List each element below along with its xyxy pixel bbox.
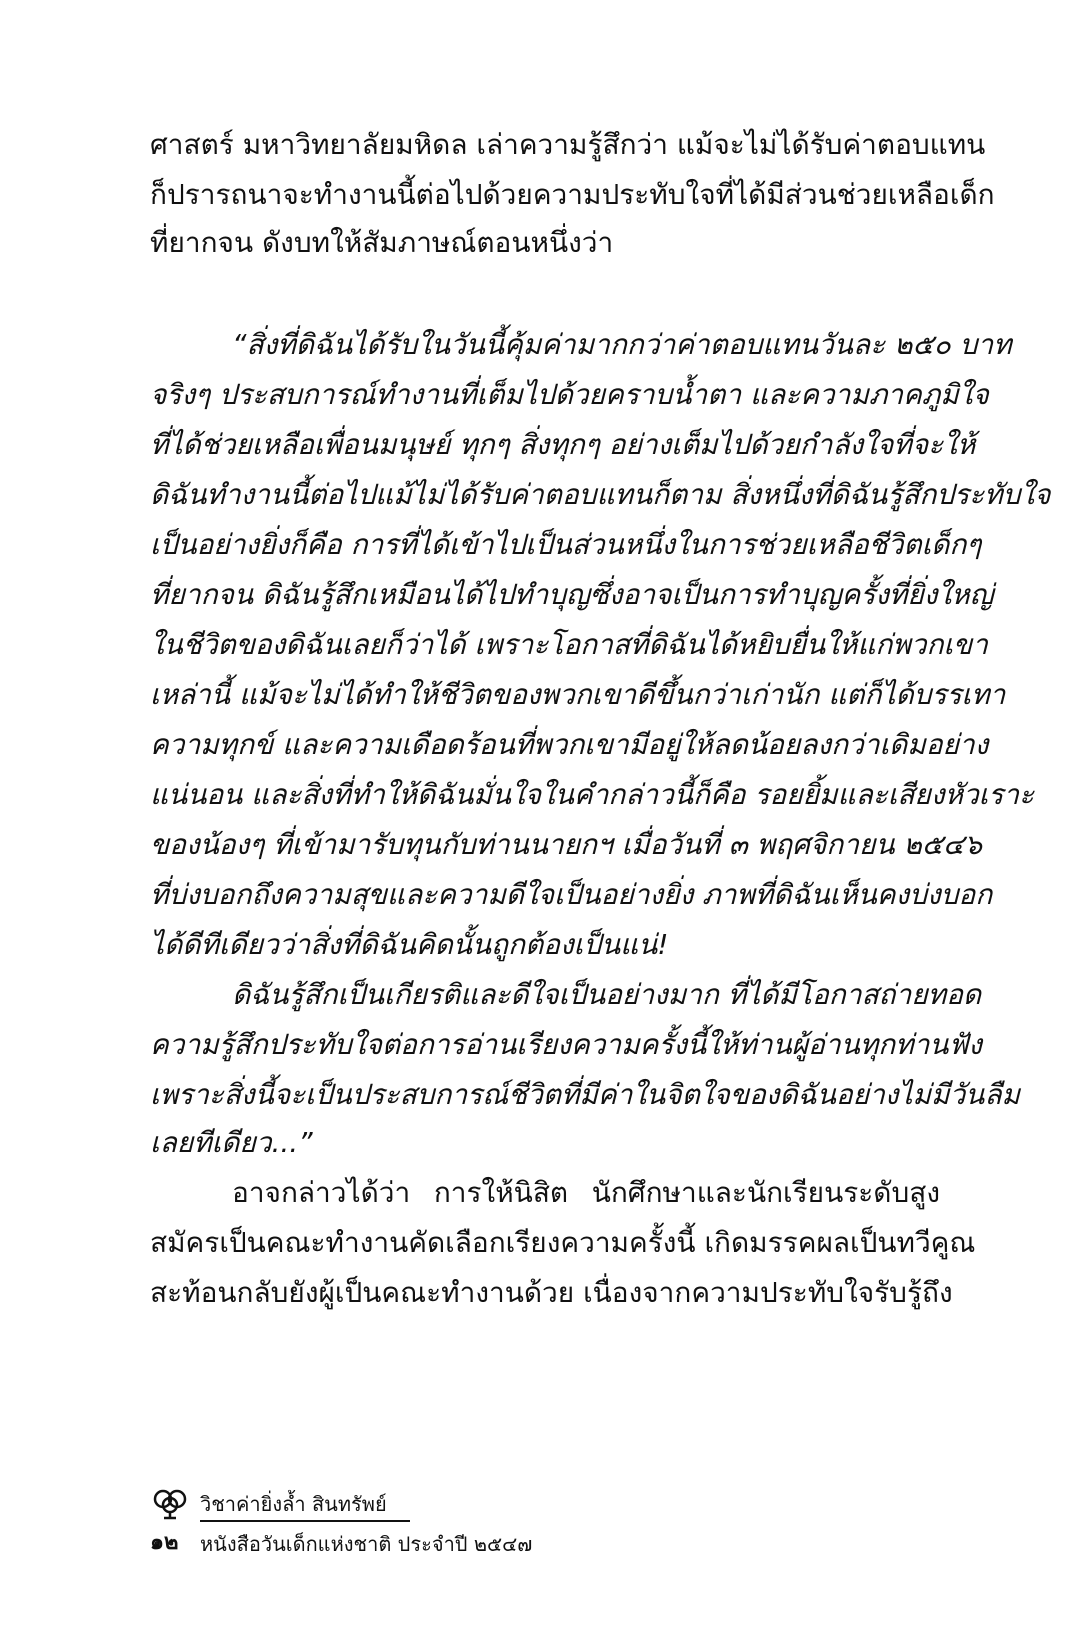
quote-line: ได้ดีทีเดียวว่าสิ่งที่ดิฉันคิดนั้นถูกต้องเป็นแน่! [150, 928, 669, 961]
quote-line: “สิ่งที่ดิฉันได้รับในวันนี้คุ้มค่ามากกว่าค่าตอบแทนวันละ ๒๕๐ บาท [232, 328, 1012, 361]
footer-book-title: วิชาค่ายิ่งล้ำ สินทรัพย์ [200, 1492, 387, 1516]
quote-line: เลยทีเดียว...” [150, 1126, 313, 1159]
quote-line: ที่ได้ช่วยเหลือเพื่อนมนุษย์ ทุกๆ สิ่งทุกๆ อย่างเต็มไปด้วยกำลังใจที่จะให้ [150, 428, 976, 461]
quote-line: แน่นอน และสิ่งที่ทำให้ดิฉันมั่นใจในคำกล่าวนี้ก็คือ รอยยิ้มและเสียงหัวเราะ [150, 778, 1035, 811]
page-number: ๑๒ [150, 1530, 179, 1555]
body-line: ศาสตร์ มหาวิทยาลัยมหิดล เล่าความรู้สึกว่า แม้จะไม่ได้รับค่าตอบแทน [150, 128, 986, 161]
body-line: ที่ยากจน ดังบทให้สัมภาษณ์ตอนหนึ่งว่า [150, 226, 614, 259]
quote-line: ดิฉันทำงานนี้ต่อไปแม้ไม่ได้รับค่าตอบแทนก็ตาม สิ่งหนึ่งที่ดิฉันรู้สึกประทับใจ [150, 478, 1051, 511]
quote-line: ในชีวิตของดิฉันเลยก็ว่าได้ เพราะโอกาสที่ดิฉันได้หยิบยื่นให้แก่พวกเขา [150, 628, 988, 661]
body-line: อาจกล่าวได้ว่า การให้นิสิต นักศึกษาและนักเรียนระดับสูง [232, 1176, 940, 1209]
body-line: สะท้อนกลับยังผู้เป็นคณะทำงานด้วย เนื่องจากความประทับใจรับรู้ถึง [150, 1276, 953, 1309]
body-line: ก็ปรารถนาจะทำงานนี้ต่อไปด้วยความประทับใจที่ได้มีส่วนช่วยเหลือเด็ก [150, 178, 995, 211]
quote-line: จริงๆ ประสบการณ์ทำงานที่เต็มไปด้วยคราบน้ำตา และความภาคภูมิใจ [150, 378, 989, 411]
quote-line: เพราะสิ่งนี้จะเป็นประสบการณ์ชีวิตที่มีค่าในจิตใจของดิฉันอย่างไม่มีวันลืม [150, 1078, 1020, 1111]
footer-publication: หนังสือวันเด็กแห่งชาติ ประจำปี ๒๕๔๗ [200, 1532, 533, 1556]
quote-line: ของน้องๆ ที่เข้ามารับทุนกับท่านนายกฯ เมื่อวันที่ ๓ พฤศจิกายน ๒๕๔๖ [150, 828, 983, 861]
flower-emblem-icon [150, 1488, 190, 1520]
quote-line: ความรู้สึกประทับใจต่อการอ่านเรียงความครั้งนี้ให้ท่านผู้อ่านทุกท่านฟัง [150, 1028, 982, 1061]
quote-line: เป็นอย่างยิ่งก็คือ การที่ได้เข้าไปเป็นส่วนหนึ่งในการช่วยเหลือชีวิตเด็กๆ [150, 528, 982, 561]
footer-divider [200, 1520, 410, 1522]
quote-line: ที่บ่งบอกถึงความสุขและความดีใจเป็นอย่างยิ่ง ภาพที่ดิฉันเห็นคงบ่งบอก [150, 878, 993, 911]
body-line: สมัครเป็นคณะทำงานคัดเลือกเรียงความครั้งนี้ เกิดมรรคผลเป็นทวีคูณ [150, 1226, 976, 1259]
quote-line: เหล่านี้ แม้จะไม่ได้ทำให้ชีวิตของพวกเขาดีขึ้นกว่าเก่านัก แต่ก็ได้บรรเทา [150, 678, 1006, 711]
quote-line: ความทุกข์ และความเดือดร้อนที่พวกเขามีอยู่ให้ลดน้อยลงกว่าเดิมอย่าง [150, 728, 989, 761]
quote-line: ดิฉันรู้สึกเป็นเกียรติและดีใจเป็นอย่างมาก ที่ได้มีโอกาสถ่ายทอด [232, 978, 982, 1011]
quote-line: ที่ยากจน ดิฉันรู้สึกเหมือนได้ไปทำบุญซึ่งอาจเป็นการทำบุญครั้งที่ยิ่งใหญ่ [150, 578, 994, 611]
